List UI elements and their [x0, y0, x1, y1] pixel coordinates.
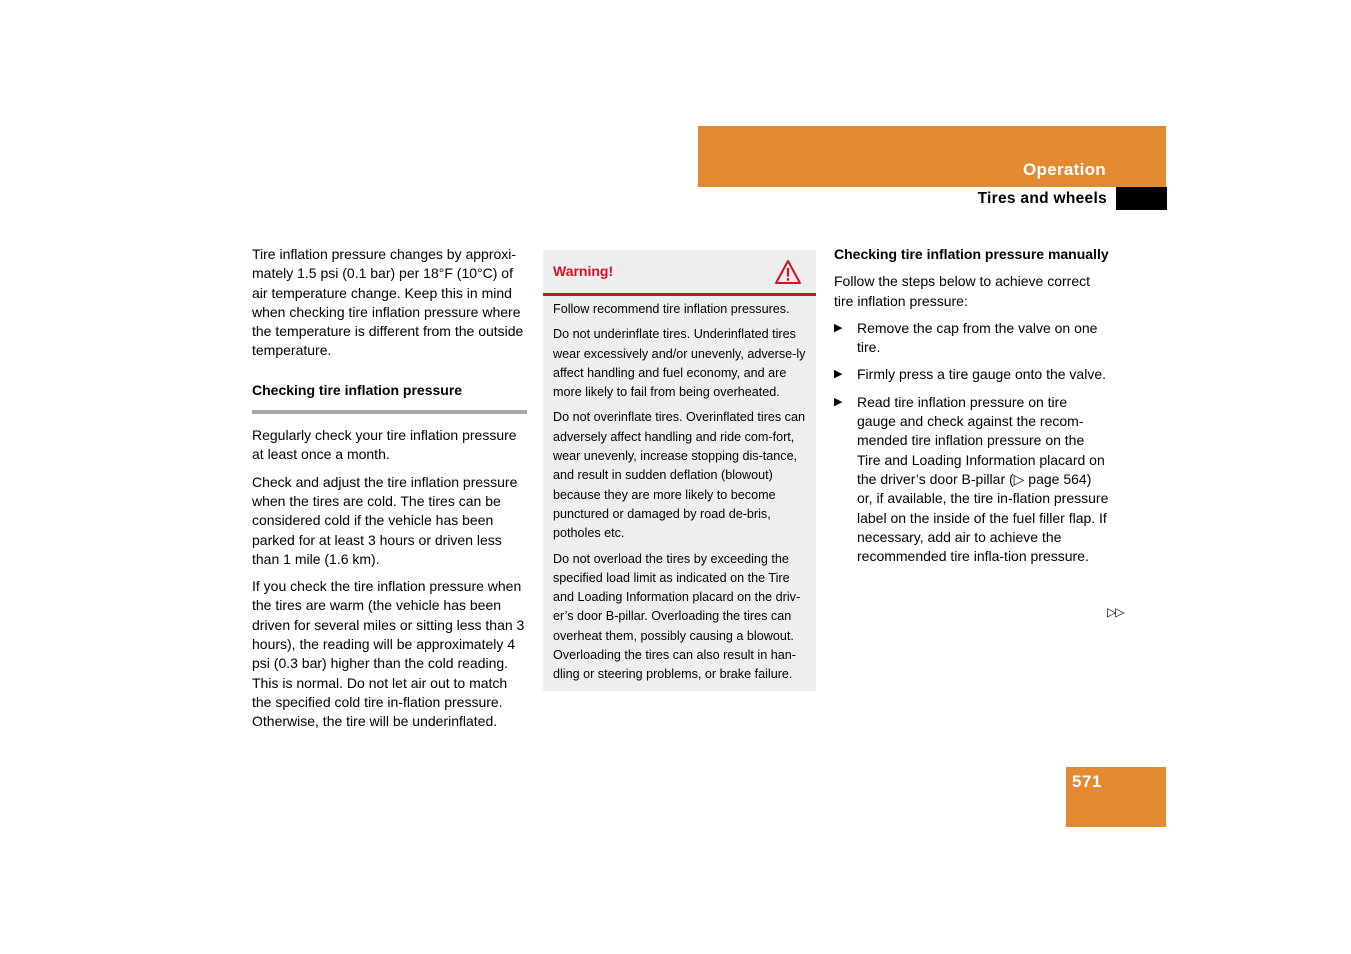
step-item [834, 319, 1109, 358]
page-number-band [1066, 767, 1166, 827]
step-arrow-icon: ▶ [834, 395, 843, 408]
step-item [834, 365, 1109, 384]
body-paragraph: If you check the tire inflation pressure when the tires are warm (the vehicle has been driven for several miles or sitting less than 3 hours), the reading will be approximately 4 psi (0.3 bar) higher than the cold reading. This is normal. Do not let air out to match the specified cold tire in-flation pressure. Otherwise, the tire will be underinflated. [252, 578, 525, 730]
section-marker [1116, 187, 1167, 210]
subheading-rule [252, 381, 527, 414]
warning-paragraph: Do not overinflate tires. Overinflated tires can adversely affect handling and ride com-fort, wear unevenly, increase stopping dis-tance, and result in sudden deflation (blowout) because they are more likely to become punctured or damaged by road de-bris, potholes etc. [553, 410, 805, 541]
intro-paragraph: Follow the steps below to achieve correct tire inflation pressure: [834, 273, 1091, 309]
step-text: Remove the cap from the valve on one tire. [857, 319, 1098, 356]
right-column [834, 245, 1109, 574]
continued-icon: ▷▷ [1107, 605, 1124, 619]
intro-paragraph: Tire inflation pressure changes by approxi-mately 1.5 psi (0.1 bar) per 18°F (10°C) of air temperature change. Keep this in mind when checking tire inflation pressure where the temperature is different from the outside temperature. [252, 246, 524, 359]
left-column [252, 245, 527, 740]
warning-paragraph: Follow recommend tire inflation pressures. [553, 302, 790, 316]
warning-header [543, 250, 816, 296]
body-paragraph: Regularly check your tire inflation pressure at least once a month. [252, 427, 517, 463]
step-arrow-icon: ▶ [834, 368, 843, 381]
step-arrow-icon: ▶ [834, 321, 843, 334]
warning-paragraph: Do not underinflate tires. Underinflated tires wear excessively and/or unevenly, adverse-ly affect handling and fuel economy, and are more likely to fail from being overheated. [553, 327, 806, 400]
header-band [698, 126, 1166, 187]
subheading: Checking tire inflation pressure manually [834, 246, 1109, 262]
subheading: Checking tire inflation pressure [252, 381, 463, 398]
step-text: Firmly press a tire gauge onto the valve. [857, 366, 1107, 383]
body-paragraph: Check and adjust the tire inflation pressure when the tires are cold. The tires can be considered cold if the vehicle has been parked for at least 3 hours or driven less than 1 mile (1.6 km). [252, 473, 518, 567]
step-text: Read tire inflation pressure on tire gauge and check against the recom-mended tire inflation pressure on the Tire and Loading Information placard on the driver’s door B-pillar (▷ page 564) or, if available, the tire in-flation pressure label on the inside of the fuel filler flap. If necessary, add air to achieve the recommended tire infla-tion pressure. [857, 393, 1109, 565]
warning-title: Warning! [553, 263, 614, 279]
step-item [834, 393, 1109, 567]
warning-triangle-icon [774, 259, 802, 285]
warning-box [543, 250, 816, 691]
section-title: Tires and wheels [977, 190, 1107, 207]
chapter-title: Operation [1023, 160, 1106, 179]
warning-paragraph: Do not overload the tires by exceeding the specified load limit as indicated on the Tire and Loading Information placard on the driv-er’s door B-pillar. Overloading the tires can overheat them, possibly causing a blowout. Overloading the tires can also result in han-dling or steering problems, or brake failure. [553, 551, 801, 682]
warning-body [543, 296, 816, 685]
page-number: 571 [1072, 772, 1102, 791]
